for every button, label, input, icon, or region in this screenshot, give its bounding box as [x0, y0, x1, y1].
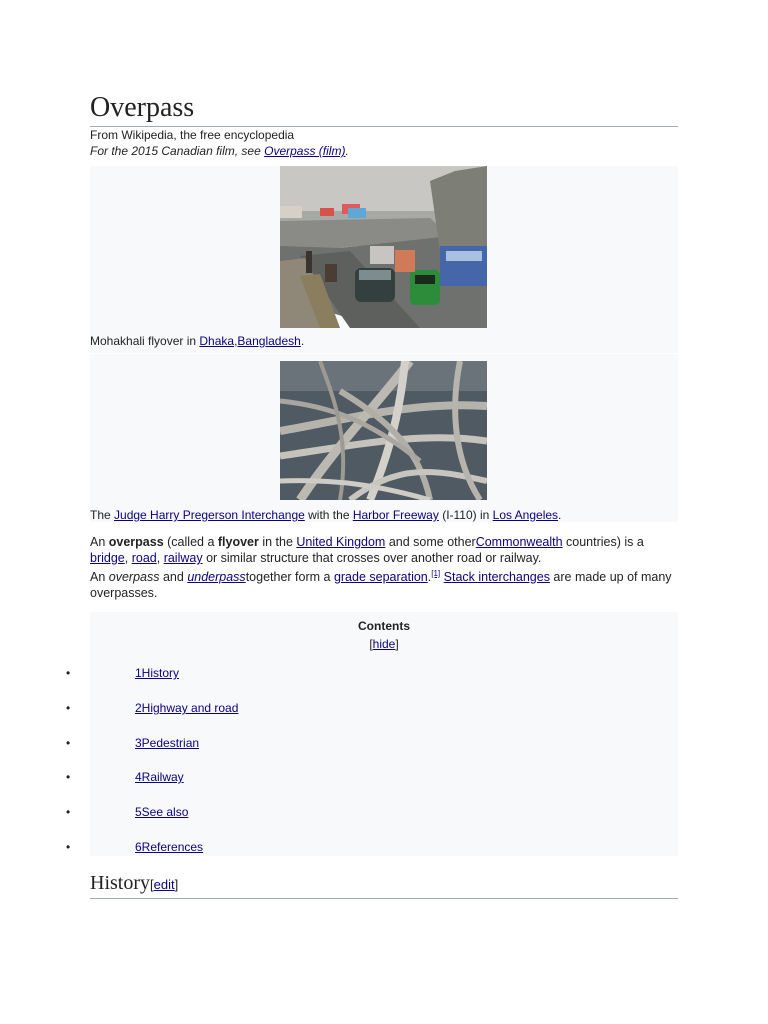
bullet-icon: •	[66, 770, 71, 784]
text: An	[90, 570, 109, 585]
interchange-image[interactable]	[280, 361, 487, 500]
lead-paragraph-1	[90, 534, 678, 566]
text: in the	[258, 535, 297, 549]
text: countries) is a	[562, 535, 644, 549]
commonwealth-link[interactable]: Commonwealth	[475, 535, 563, 549]
street-photo-graphic	[280, 166, 487, 328]
caption-text: (I-110) in	[438, 508, 493, 522]
bangladesh-link[interactable]: Bangladesh	[237, 334, 301, 348]
site-tagline: From Wikipedia, the free encyclopedia	[90, 128, 295, 142]
bullet-icon: •	[66, 736, 71, 750]
figure-interchange	[90, 354, 678, 522]
text: together form a	[245, 570, 334, 585]
hatnote	[90, 144, 349, 158]
bold-term: flyover	[217, 535, 259, 549]
text: are made up of many overpasses.	[90, 570, 672, 601]
bullet-icon: •	[66, 666, 71, 680]
hatnote-suffix: .	[345, 144, 349, 158]
reference-link[interactable]: [1]	[431, 569, 441, 578]
figure-caption: Mohakhali flyover in Dhaka,Bangladesh.	[90, 334, 305, 348]
text: or similar structure that crosses over another road or railway.	[202, 551, 542, 565]
toc-hide-link[interactable]: hide	[372, 637, 396, 651]
bold-term: overpass	[108, 535, 164, 549]
text: (called a	[163, 535, 218, 549]
bracket: ]	[174, 877, 179, 892]
toc-link-history[interactable]: 1History	[135, 666, 180, 680]
hatnote-text: For the 2015 Canadian film, see	[90, 144, 265, 158]
hatnote-film-link[interactable]: Overpass (film)	[264, 144, 346, 158]
text: and some other	[385, 535, 476, 549]
harbor-freeway-link[interactable]: Harbor Freeway	[352, 508, 439, 522]
bracket: [	[369, 637, 373, 651]
interchange-photo-graphic	[280, 361, 487, 500]
bullet-icon: •	[66, 805, 71, 819]
toc-link-railway[interactable]: 4Railway	[135, 770, 184, 784]
bullet-icon: •	[66, 701, 71, 715]
caption-text: The	[90, 508, 115, 522]
figure-mohakhali	[90, 166, 678, 353]
toc-toggle	[90, 637, 678, 651]
edit-section	[150, 877, 178, 892]
edit-section-link[interactable]: edit	[153, 877, 175, 892]
caption-text: Mohakhali flyover in	[90, 334, 200, 348]
toc-link-highway-and-road[interactable]: 2Highway and road	[135, 701, 239, 715]
bracket: [	[150, 877, 154, 892]
text: and	[159, 570, 188, 585]
page-title: Overpass	[90, 92, 678, 127]
united-kingdom-link[interactable]: United Kingdom	[296, 535, 386, 549]
bracket: ]	[395, 637, 399, 651]
toc-link-pedestrian[interactable]: 3Pedestrian	[135, 736, 200, 750]
text: .	[427, 570, 432, 585]
los-angeles-link[interactable]: Los Angeles	[492, 508, 559, 522]
caption-suffix: .	[558, 508, 562, 522]
caption-text: with the	[304, 508, 353, 522]
stack-interchanges-link[interactable]: Stack interchanges	[443, 570, 550, 585]
underpass-link[interactable]: underpass	[187, 570, 246, 585]
dhaka-link[interactable]: Dhaka	[199, 334, 235, 348]
pregerson-interchange-link[interactable]: Judge Harry Pregerson Interchange	[114, 508, 305, 522]
text: ,	[156, 551, 164, 565]
text: An	[90, 535, 109, 549]
mohakhali-flyover-image[interactable]	[280, 166, 487, 328]
section-heading-history	[90, 870, 678, 899]
toc-link-see-also[interactable]: 5See also	[135, 805, 189, 819]
text: ,	[124, 551, 132, 565]
italic-term: overpass	[108, 570, 160, 585]
section-title: History	[90, 872, 150, 894]
bullet-icon: •	[66, 840, 71, 854]
toc-link-references[interactable]: 6References	[135, 840, 204, 854]
toc-title: Contents	[358, 619, 410, 633]
table-of-contents	[66, 612, 678, 856]
grade-separation-link[interactable]: grade separation	[333, 570, 428, 585]
lead-paragraph-2	[90, 566, 678, 601]
road-link[interactable]: road	[131, 551, 157, 565]
caption-suffix: .	[300, 334, 305, 348]
bridge-link[interactable]: bridge	[90, 551, 125, 565]
lead-section	[90, 534, 678, 601]
railway-link[interactable]: railway	[163, 551, 203, 565]
figure-caption	[90, 508, 561, 522]
